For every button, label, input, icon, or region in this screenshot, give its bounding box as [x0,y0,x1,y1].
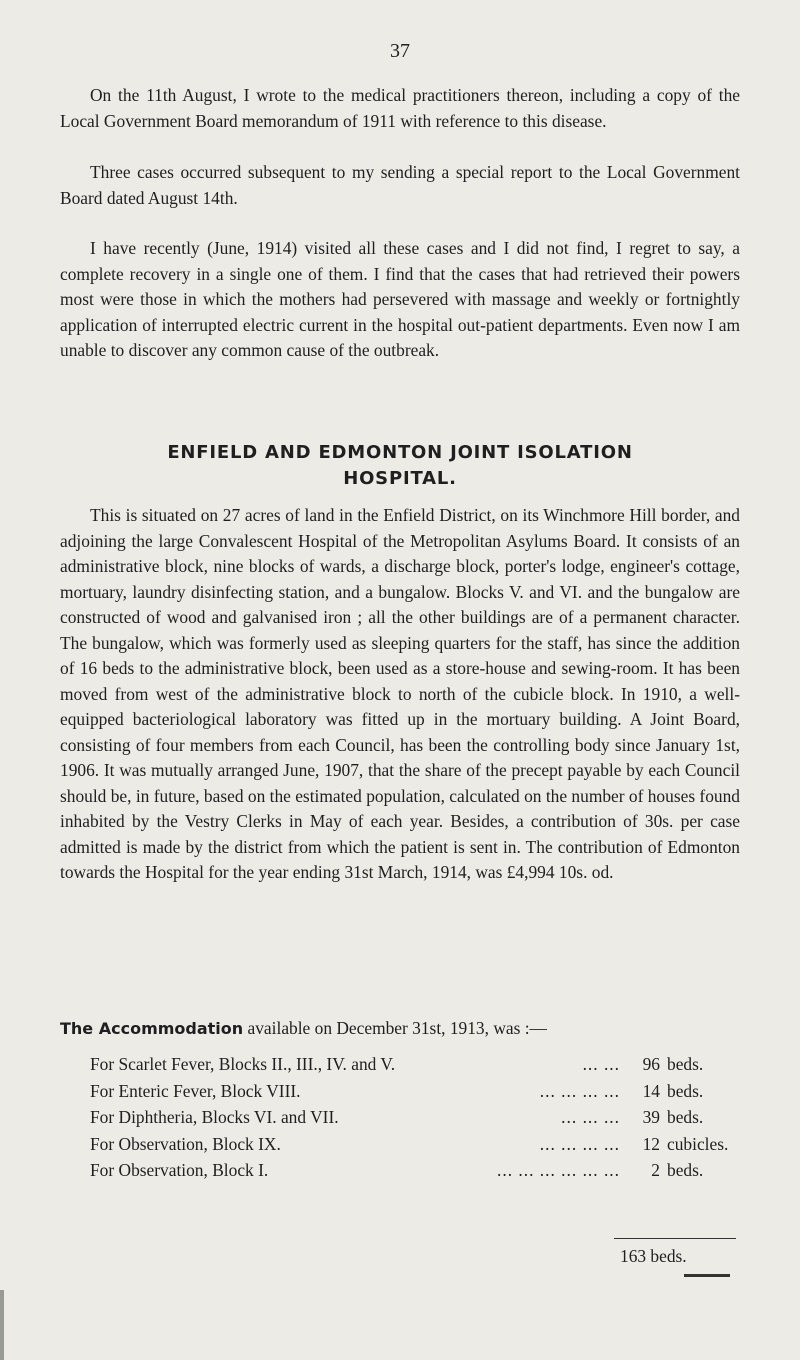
row-quantity: 14 [642,1080,660,1101]
row-label: For Observation, Block I. [90,1160,269,1181]
paragraph-memorandum: On the 11th August, I wrote to the medical practitioners thereon, including a copy of the Local Government Board memorandum of 1911 with reference to this disease. [60,85,740,131]
row-leader-dots: ... ... ... ... ... ... [497,1160,620,1181]
row-leader-dots: ... ... [582,1054,620,1074]
total-rule-top [614,1238,736,1239]
row-unit: cubicles. [667,1133,729,1154]
accommodation-row [90,1051,770,1078]
row-leader-dots: ... ... ... ... [539,1080,620,1101]
row-quantity: 12 [642,1133,660,1154]
row-quantity: 39 [642,1107,660,1128]
paragraph-hospital: This is situated on 27 acres of land in the Enfield District, on its Winchmore Hill border, and adjoining the large Convalescent Hospital of the Metropolitan Asylums Board. It consists of an administrative block, nine blocks of wards, a discharge block, porter's lodge, engineer's cottage, mortuary, laundry disinfecting station, and a bungalow. Blocks V. and VI. and the bungalow are constructed of wood and galvanised iron ; all the other buildings are of a permanent character. The bungalow, which was formerly used as sleeping quarters for the staff, has since the addition of 16 beds to the administrative block, been used as a store-house and sewing-room. It has been moved from west of the administrative block to north of the cubicle block. In 1910, a well-equipped bacteriological laboratory was fitted up in the mortuary building. A Joint Board, consisting of four members from each Council, has been the controlling body since January 1st, 1906. It was mutually arranged June, 1907, that the share of the precept payable by each Council should be, in future, based on the estimated population, calculated on the number of houses found inhabited by the Vestry Clerks in May of each year. Besides, a contribution of 30s. per case admitted is made by the district from which the patient is sent in. The contribution of Edmonton towards the Hospital for the year ending 31st March, 1914, was £4,994 10s. od. [60,505,741,882]
accommodation-row [90,1078,770,1105]
row-label: For Observation, Block IX. [90,1133,281,1154]
paragraph-three-cases: Three cases occurred subsequent to my sending a special report to the Local Government Board dated August 14th. [60,162,740,208]
accommodation-row [90,1131,770,1158]
accommodation-row [90,1157,770,1184]
accommodation-intro-text: available on December 31st, 1913, was :— [243,1018,547,1038]
accommodation-row [90,1104,770,1131]
accommodation-list [90,1051,770,1184]
total-rule-bottom [684,1274,730,1277]
row-unit: beds. [667,1160,704,1181]
section-heading-line2: HOSPITAL. [343,468,457,489]
section-heading [60,440,740,492]
row-label: For Enteric Fever, Block VIII. [90,1080,301,1101]
accommodation-lead: The Accommodation [60,1019,244,1038]
page-edge-shadow [0,1290,4,1360]
row-leader-dots: ... ... ... ... [539,1133,620,1154]
page-number: 37 [390,40,410,62]
accommodation-intro [60,1016,760,1042]
row-leader-dots: ... ... ... [561,1107,620,1128]
row-quantity: 96 [642,1054,660,1074]
row-unit: beds. [667,1107,704,1128]
row-unit: beds. [667,1054,704,1074]
row-label: For Diphtheria, Blocks VI. and VII. [90,1107,339,1128]
row-label: For Scarlet Fever, Blocks II., III., IV. and V. [90,1054,396,1074]
row-unit: beds. [667,1080,704,1101]
row-quantity: 2 [651,1160,660,1181]
accommodation-total: 163 beds. [620,1246,687,1266]
section-heading-line1: ENFIELD AND EDMONTON JOINT ISOLATION [167,442,633,463]
paragraph-recovery: I have recently (June, 1914) visited all these cases and I did not find, I regret to say, a complete recovery in a single one of them. I find that the cases that had retrieved their powers most were those in which the mothers had persevered with massage and weekly or fortnightly application of interrupted electric current in the hospital out-patient departments. Even now I am unable to discover any common cause of the outbreak. [60,238,740,360]
